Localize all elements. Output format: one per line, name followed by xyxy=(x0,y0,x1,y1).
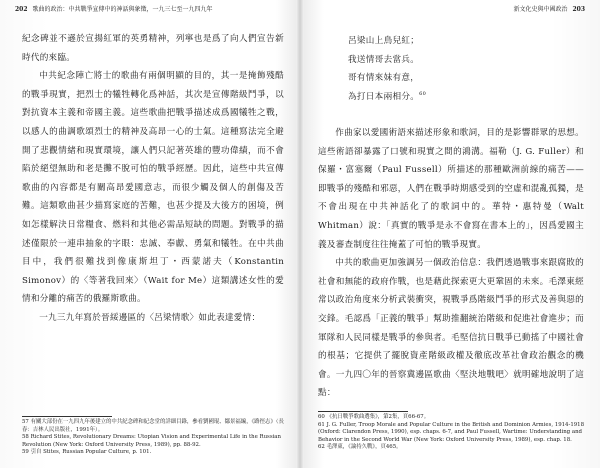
right-paragraph-2: 中共的歌曲更加強調另一個政治信息：我們透過戰事來跟腐敗的社會和無能的政府作戰，也是藉此探索更大更鞏固的未來。毛澤東經常以政治角度來分析武裝衝突，視戰爭爲階級鬥爭的形式及善與惡的交鋒。毛認爲「正義的戰爭」幫助推翻統治階級和促進社會進步；而軍隊和人民同樣是戰爭的參與者。毛堅信抗日戰爭已動搖了中國社會的根基；它提供了擺脫資產階級政權及徹底改革社會政治觀念的機會。一九四〇年的晉察冀邊區歌曲〈堅決地戰吧〉就明確地說明了這點： xyxy=(318,258,584,399)
poem-line-4 xyxy=(348,88,426,107)
poem-line-2: 我送情哥去當兵。 xyxy=(348,54,420,65)
right-running-head xyxy=(514,6,588,14)
right-running-head-title: 新文化史與中國政治 xyxy=(513,6,568,13)
left-page-number: 202 xyxy=(15,6,28,13)
left-paragraph-2: 中共紀念陣亡將士的歌曲有兩個明顯的目的，其一是掩飾殘酷的戰爭現實，把烈士的犧牲轉化爲神話，其次是宣傳階級鬥爭，以對抗資本主義和帝國主義。這些歌曲把戰爭描述成爲國犧牲之戰，以感人的曲調歌頌烈士的精神及高昂一心的士氣。這種寫法完全避開了悲觀情緒和現實環境，讓人們只記著英雄的豐功偉績，而不會陷於絕望無助和老是攤不脫可怕的戰爭經歷。因此，這些中共宣傳歌曲的內容都是有關高昂愛國意志，而很少觸及個人的創傷及苦難。這類歌曲甚少描寫家庭的苦難，也甚少提及大後方的困境，例如怎樣解決日常糧食、燃料和其他必需品短缺的問題。對戰爭的描述僅限於一連串抽象的字眼：忠誠、奉獻、勇氣和犧牲。在中共曲目中，我們很難找到像康斯坦丁・西蒙諾夫（Konstantin Simonov）的〈等著我回來〉（Wait for Me）這類講述女性的愛情和分離的痛苦的俄羅斯歌曲。 xyxy=(22,71,284,305)
poem-line-4-text: 為打日本兩相分。 xyxy=(348,91,420,102)
footnote-57: 57 有關大部份在一九四九年後建立的中共紀念碑和紀念堂的詳細目錄，參看劉國琨、鄒景福編，《路徑志》（長春：吉林人民出版社，1991年）。 xyxy=(22,419,284,433)
left-body-text xyxy=(22,30,284,328)
right-page-number: 203 xyxy=(572,6,585,13)
footnote-59: 59 引自 Stites, Russian Popular Culture, p. 101. xyxy=(22,449,152,456)
left-running-head xyxy=(12,6,212,14)
left-page xyxy=(0,0,298,468)
footnote-58: 58 Richard Stites, Revolutionary Dreams: Utopian Vision and Experimental Life in the Russian Revolution (New York: Oxford University Press, 1989), pp. 88-92. xyxy=(22,434,281,448)
left-paragraph-3: 一九三九年寫於晉綏邊區的〈呂梁情歌〉如此表達愛情： xyxy=(39,312,261,323)
left-paragraph-1: 紀念碑並不遜於宣揚紅軍的英勇精神，列寧也是爲了向人們宣告新時代的來臨。 xyxy=(22,34,284,63)
right-body-text xyxy=(318,124,584,403)
left-footnotes xyxy=(22,419,284,457)
right-page xyxy=(302,0,600,468)
left-footnote-rule xyxy=(22,416,112,417)
left-running-head-title: 歌曲的政治：中共戰爭宣傳中的神話與象徵，一九三七至一九四九年 xyxy=(32,6,213,13)
right-footnotes xyxy=(318,414,588,452)
love-song-poem xyxy=(348,32,426,106)
poem-line-1: 呂梁山上鳥兒紅； xyxy=(348,36,420,46)
poem-line-3: 哥有情來妹有意， xyxy=(348,73,420,84)
footnote-62: 62 毛澤東，《論持久戰》，頁465。 xyxy=(318,444,402,451)
poem-footnote-marker: 60 xyxy=(419,90,427,97)
right-paragraph-1: 作曲家以愛國術語來描述形象和歌詞，目的是影響群眾的思想。這些術語卻暴露了口號和現實之間的鴻溝。福勒（J. G. Fuller）和保羅・富塞爾（Paul Fussell）所描述的那種歐洲前線的痛苦——即戰爭的殘酷和邪惡，人們在戰爭時期感受到的空虛和混亂孤獨，是不會出現在中共神話化了的歌詞中的。華特・惠特曼（Walt Whitman）說：「真實的戰爭是永不會寫在書本上的」，因爲愛國主義及審查制度往往掩蓋了可怕的戰爭現實。 xyxy=(318,128,584,250)
right-footnote-rule xyxy=(318,411,408,412)
footnote-61: 61 J. G. Fuller, Troop Morale and Popular Culture in the British and Dominion Armies, 1914-1918 (Oxford: Clarendon Press, 1990), esp. chaps. 6-7, and Paul Fussell, Wartime: Understanding and Behavior in the Second World War (New York: Oxford University Press, 1989), esp. chap. 18. xyxy=(318,421,585,443)
footnote-60: 60 《抗日戰爭歌曲選集》，第2集，頁66-67。 xyxy=(318,414,430,420)
